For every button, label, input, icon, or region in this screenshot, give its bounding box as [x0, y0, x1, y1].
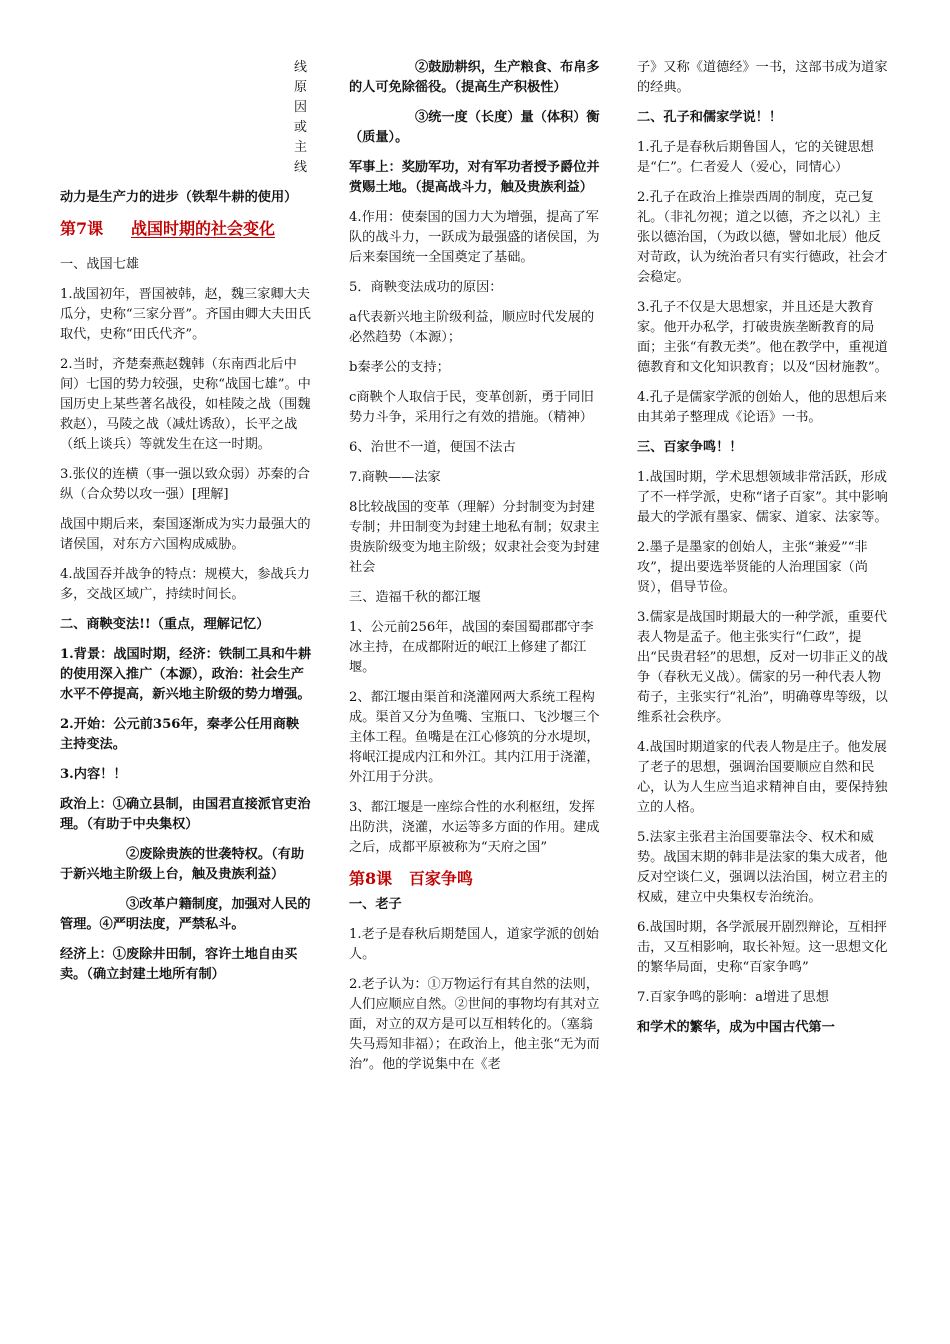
paragraph: 1.孔子是春秋后期鲁国人，它的关键思想是“仁”。仁者爱人（爱心，同情心）	[637, 140, 874, 175]
paragraph: 和学术的繁华，成为中国古代第一	[637, 1020, 835, 1035]
paragraph: ③统一度（长度）量（体积）衡（质量）。	[349, 110, 600, 145]
paragraph: 4.战国吞并战争的特点：规模大，参战兵力多，交战区域广，持续时间长。	[60, 567, 310, 602]
paragraph: 子》又称《道德经》一书，这部书成为道家的经典。	[637, 60, 888, 95]
paragraph: 2.孔子在政治上推崇西周的制度，克己复礼。（非礼勿视；道之以德，齐之以礼）主张以德治国，（为政以德，譬如北辰）他反对苛政，认为统治者只有实行德政，社会才会稳定。	[637, 190, 888, 285]
section-heading: 二、孔子和儒家学说！！	[637, 110, 783, 125]
paragraph: 2、都江堰由渠首和浇灌网两大系统工程构成。渠首又分为鱼嘴、宝瓶口、飞沙堰三个主体工程。鱼嘴是在江心修筑的分水堤坝，将岷江提成内江和外江。其内江用于浇灌，外江用于分洪。	[349, 690, 600, 785]
section-heading: 一、老子	[349, 897, 402, 912]
paragraph: ③改革户籍制度，加强对人民的管理。④严明法度，严禁私斗。	[60, 897, 311, 932]
paragraph: 2.当时，齐楚秦燕赵魏韩（东南西北后中间）七国的势力较强，史称“战国七雄”。中国历史上某些著名战役，如桂陵之战（围魏救赵），马陵之战（减灶诱敌），长平之战（纸上谈兵）等就发生在这一时期。	[60, 357, 311, 452]
paragraph: 3.儒家是战国时期最大的一种学派，重要代表人物是孟子。他主张实行“仁政”，提出“民贵君轻”的思想，反对一切非正义的战争（春秋无义战）。儒家的另一种代表人物荀子，主张实行“礼治”，明确尊卑等级，以维系社会秩序。	[637, 610, 888, 725]
lesson-title: 百家争鸣	[408, 869, 473, 888]
paragraph: 6、治世不一道，便国不法古	[349, 440, 516, 455]
paragraph: 2.老子认为：①万物运行有其自然的法则，人们应顺应自然。②世间的事物均有其对立面，对立的双方是可以互相转化的。（塞翁失马焉知非福）；在政治上，他主张“无为而治”。他的学说集中在《老	[349, 977, 600, 1072]
paragraph: 5．商鞅变法成功的原因：	[349, 280, 503, 295]
paragraph: 3.孔子不仅是大思想家，并且还是大教育家。他开办私学，打破贵族垄断教育的局面；主张“有教无类”。他在教学中，重视道德教育和文化知识教育；以及“因材施教”。	[637, 300, 888, 375]
paragraph: 4.作用：使秦国的国力大为增强，提高了军队的战斗力，一跃成为最强盛的诸侯国，为后来秦国统一全国奠定了基础。	[349, 210, 600, 265]
column-middle	[349, 58, 604, 1085]
paragraph: 1.战国初年，晋国被韩，赵，魏三家卿大夫瓜分，史称“三家分晋”。齐国由卿大夫田氏取代，史称“田氏代齐”。	[60, 287, 311, 342]
section-heading: 一、战国七雄	[60, 257, 140, 272]
paragraph: 3、都江堰是一座综合性的水利枢纽，发挥出防洪，浇灌，水运等多方面的作用。建成之后，成都平原被称为“天府之国”	[349, 800, 600, 855]
paragraph: c商鞅个人取信于民，变革创新，勇于同旧势力斗争，采用行之有效的措施。（精神）	[349, 390, 594, 425]
paragraph: 3.内容！！	[60, 767, 127, 782]
paragraph: b秦孝公的支持；	[349, 360, 450, 375]
paragraph: 4.孔子是儒家学派的创始人，他的思想后来由其弟子整理成《论语》一书。	[637, 390, 887, 425]
paragraph: 政治上：①确立县制，由国君直接派官吏治理。（有助于中央集权）	[60, 797, 311, 832]
section-heading: 二、商鞅变法!!（重点，理解记忆）	[60, 617, 270, 632]
paragraph: 2.墨子是墨家的创始人，主张“兼爱”“非攻”，提出要选举贤能的人治理国家（尚贤），倡导节俭。	[637, 540, 868, 595]
paragraph: 1、公元前256年，战国的秦国蜀郡郡守李冰主持，在成都附近的岷江上修建了都江堰。	[349, 620, 594, 675]
paragraph: ②鼓励耕织，生产粮食、布帛多的人可免除徭役。（提高生产积极性）	[349, 60, 600, 95]
paragraph: 1.老子是春秋后期楚国人，道家学派的创始人。	[349, 927, 599, 962]
vertical-text-fragment: 线原因或主线	[294, 60, 308, 175]
paragraph: 战国中期后来，秦国逐渐成为实力最强大的诸侯国，对东方六国构成威胁。	[60, 517, 311, 552]
paragraph: 经济上：①废除井田制，容许土地自由买卖。（确立封建土地所有制）	[60, 947, 298, 982]
paragraph: 8比较战国的变革（理解）分封制变为封建专制；井田制变为封建土地私有制；奴隶主贵族阶级变为地主阶级；奴隶社会变为封建社会	[349, 500, 600, 575]
paragraph: 1.背景：战国时期，经济：铁制工具和牛耕的使用深入推广（本源），政治：社会生产水平不停提高，新兴地主阶级的势力增强。	[60, 647, 312, 702]
lesson-7-heading	[60, 218, 312, 239]
paragraph: 3.张仪的连横（事一强以致众弱）苏秦的合纵（合众势以攻一强）[理解]	[60, 467, 310, 502]
column-right	[637, 58, 892, 1048]
section-heading: 三、造福千秋的都江堰	[349, 590, 481, 605]
paragraph: 动力是生产力的进步（铁犁牛耕的使用）	[60, 190, 298, 205]
lesson-title: 战国时期的社会变化	[131, 219, 276, 238]
paragraph: 4.战国时期道家的代表人物是庄子。他发展了老子的思想，强调治国要顺应自然和民心，认为人生应当追求精神自由，要保持独立的人格。	[637, 740, 888, 815]
lesson-number: 第7课	[60, 219, 104, 238]
paragraph: 1.战国时期，学术思想领域非常活跃，形成了不一样学派，史称“诸子百家”。其中影响最大的学派有墨家、儒家、道家、法家等。	[637, 470, 888, 525]
paragraph: 2.开始：公元前356年，秦孝公任用商鞅主持变法。	[60, 717, 300, 752]
lesson-number: 第8课	[349, 869, 393, 888]
paragraph: 7.商鞅——法家	[349, 470, 441, 485]
paragraph: 军事上：奖励军功，对有军功者授予爵位并赏赐土地。（提高战斗力，触及贵族利益）	[349, 160, 600, 195]
paragraph: ②废除贵族的世袭特权。（有助于新兴地主阶级上台，触及贵族利益）	[60, 847, 305, 882]
paragraph: 5.法家主张君主治国要靠法令、权术和威势。战国末期的韩非是法家的集大成者，他反对空谈仁义，强调以法治国，树立君主的权威，建立中央集权专治统治。	[637, 830, 888, 905]
lesson-8-heading	[349, 868, 604, 889]
paragraph: a代表新兴地主阶级利益，顺应时代发展的必然趋势（本源）；	[349, 310, 595, 345]
column-left	[60, 58, 312, 995]
section-heading: 三、百家争鸣！！	[637, 440, 743, 455]
paragraph: 7.百家争鸣的影响：a增进了思想	[637, 990, 829, 1005]
paragraph: 6.战国时期，各学派展开剧烈辩论，互相抨击，又互相影响，取长补短。这一思想文化的繁华局面，史称“百家争鸣”	[637, 920, 888, 975]
